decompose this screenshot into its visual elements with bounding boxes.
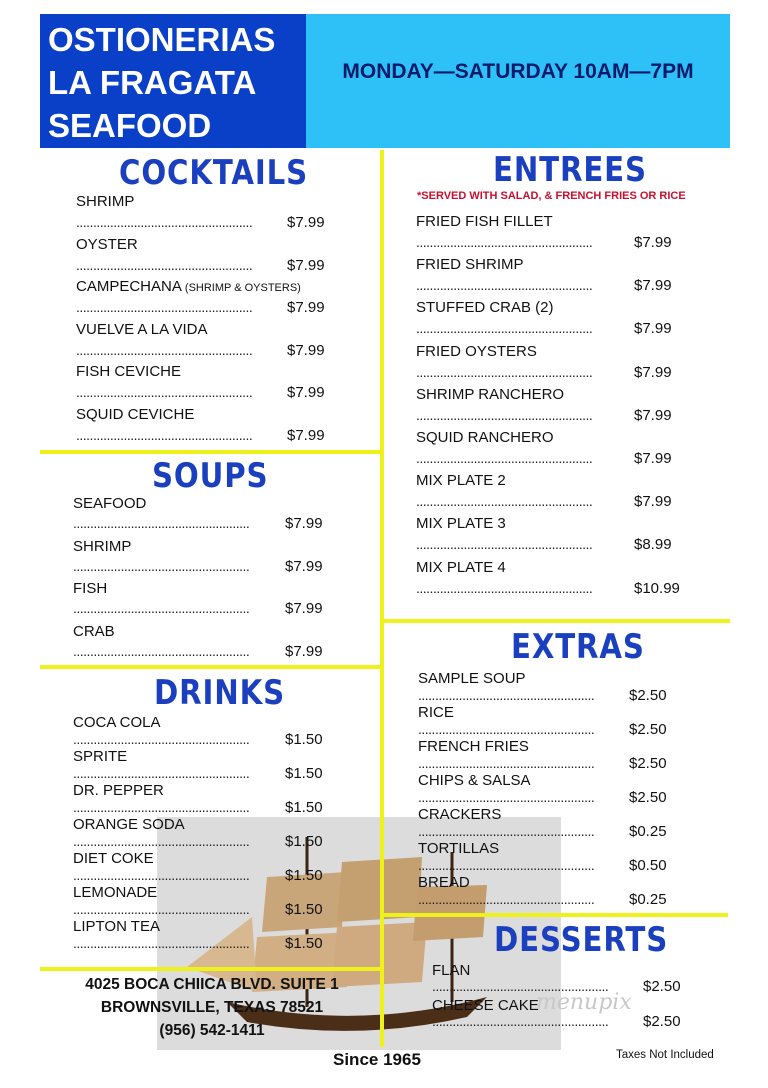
- menu-item-name: OYSTER: [76, 235, 138, 253]
- menu-item-name: SEAFOOD: [73, 495, 147, 512]
- dot-leader: ....................................................: [418, 823, 595, 839]
- dot-leader: ....................................................: [418, 755, 595, 771]
- menu-item-price: $7.99: [634, 406, 672, 424]
- menu-item-price: $8.99: [634, 536, 672, 554]
- dot-leader: ....................................................: [76, 256, 253, 273]
- dot-leader: ....................................................: [418, 789, 595, 805]
- dot-leader: ....................................................: [76, 299, 253, 316]
- menu-item-name: CRACKERS: [418, 806, 502, 823]
- menu-item-name: SQUID RANCHERO: [416, 429, 554, 446]
- menu-item-price: $7.99: [634, 493, 672, 511]
- dot-leader: ....................................................: [432, 1013, 609, 1029]
- dot-leader: ....................................................: [416, 320, 593, 337]
- restaurant-name: OSTIONERIAS LA FRAGATA SEAFOOD: [48, 21, 276, 144]
- dot-leader: ....................................................: [416, 579, 593, 596]
- menu-item-price: $7.99: [287, 299, 325, 317]
- extras-title: EXTRAS: [511, 627, 645, 667]
- menu-item-price: $7.99: [634, 450, 672, 467]
- menu-item-name: SHRIMP RANCHERO: [416, 385, 565, 403]
- menu-item-price: $1.50: [285, 935, 323, 952]
- dot-leader: ....................................................: [76, 214, 253, 230]
- menu-item-name: CHIPS & SALSA: [418, 772, 531, 789]
- menu-item-price: $1.50: [285, 799, 323, 816]
- menu-item-price: $2.50: [629, 789, 667, 806]
- entrees-note: *SERVED WITH SALAD, & FRENCH FRIES OR RICE: [417, 190, 686, 202]
- menu-item-price: $7.99: [285, 642, 323, 660]
- menu-item-price: $7.99: [287, 384, 325, 402]
- menu-item-price: $7.99: [287, 341, 325, 359]
- menu-item-name: SPRITE: [73, 748, 128, 765]
- dot-leader: ....................................................: [416, 234, 593, 250]
- menu-item-name: MIX PLATE 4: [416, 558, 506, 576]
- menu-item-name: ORANGE SODA: [73, 816, 185, 833]
- menu-item-name: SHRIMP: [76, 193, 135, 210]
- soups-title: SOUPS: [152, 456, 269, 496]
- menu-item-price: $7.99: [287, 427, 325, 444]
- menu-item-price: $7.99: [285, 600, 323, 617]
- dot-leader: ....................................................: [416, 493, 593, 510]
- menu-item-price: $7.99: [285, 557, 323, 575]
- menu-item-price: $0.25: [629, 823, 667, 840]
- menu-item-price: $2.50: [629, 755, 667, 772]
- dot-leader: ....................................................: [73, 642, 250, 659]
- menu-item-name: BREAD: [418, 874, 470, 891]
- menu-item-name: MIX PLATE 2: [416, 472, 506, 490]
- menu-item-name: STUFFED CRAB (2): [416, 299, 554, 317]
- dot-leader: ....................................................: [418, 857, 595, 873]
- menu-item-price: $7.99: [285, 515, 323, 532]
- dot-leader: ....................................................: [418, 891, 595, 907]
- menu-item-name: CHEESE CAKE: [432, 997, 539, 1014]
- menu-item-name: TORTILLAS: [418, 840, 500, 857]
- menu-item-price: $2.50: [643, 1013, 681, 1030]
- menu-item-price: $1.50: [285, 765, 323, 782]
- menu-item-name: MIX PLATE 3: [416, 515, 506, 533]
- menu-item-price: $1.50: [285, 731, 323, 748]
- dot-leader: ....................................................: [416, 406, 593, 423]
- dot-leader: ....................................................: [73, 901, 250, 917]
- menu-item-name: DIET COKE: [73, 850, 154, 867]
- menu-item-price: $7.99: [634, 363, 672, 381]
- menu-item-price: $2.50: [629, 721, 667, 738]
- dot-leader: ....................................................: [76, 427, 253, 443]
- menu-item-price: $2.50: [643, 978, 681, 995]
- menu-item-name: DR. PEPPER: [73, 782, 164, 799]
- menu-item-name: CRAB: [73, 622, 115, 640]
- section-divider: [40, 967, 384, 971]
- address-line-2: BROWNSVILLE, TEXAS 78521: [100, 999, 324, 1016]
- menu-item-name: FRIED SHRIMP: [416, 256, 524, 274]
- dot-leader: ....................................................: [73, 935, 250, 951]
- menu-item-name: CAMPECHANA (SHRIMP & OYSTERS): [76, 278, 301, 296]
- menu-item-price: $10.99: [634, 579, 680, 597]
- menu-item-price: $1.50: [285, 901, 323, 918]
- dot-leader: ....................................................: [73, 867, 250, 883]
- menu-item-price: $2.50: [629, 687, 667, 704]
- dot-leader: ....................................................: [416, 363, 593, 380]
- desserts-title: DESSERTS: [494, 920, 669, 960]
- dot-leader: ....................................................: [76, 384, 253, 401]
- menu-item-price: $1.50: [285, 833, 323, 850]
- dot-leader: ....................................................: [418, 721, 595, 737]
- dot-leader: ....................................................: [73, 833, 250, 849]
- dot-leader: ....................................................: [73, 799, 250, 815]
- menu-item-name: FRENCH FRIES: [418, 738, 529, 755]
- dot-leader: ....................................................: [432, 978, 609, 994]
- menu-item-name: FLAN: [432, 962, 471, 979]
- dot-leader: ....................................................: [76, 341, 253, 358]
- dot-leader: ....................................................: [416, 536, 593, 553]
- entrees-title: ENTREES: [493, 150, 647, 190]
- business-hours: MONDAY—SATURDAY 10AM—7PM: [342, 60, 694, 83]
- menu-item-name: FRIED OYSTERS: [416, 342, 537, 360]
- section-divider: [40, 450, 382, 454]
- dot-leader: ....................................................: [73, 765, 250, 781]
- watermark-logo: menupix: [536, 990, 632, 1015]
- menu-item-price: $1.50: [285, 867, 323, 884]
- menu-item-name: SAMPLE SOUP: [418, 670, 526, 687]
- dot-leader: ....................................................: [73, 515, 250, 531]
- menu-item-name: SHRIMP: [73, 537, 132, 555]
- menu-item-name: FRIED FISH FILLET: [416, 213, 553, 230]
- cocktails-title: COCKTAILS: [119, 153, 309, 193]
- dot-leader: ....................................................: [418, 687, 595, 703]
- address-line-1: 4025 BOCA CHIICA BLVD. SUITE 1: [85, 976, 339, 993]
- menu-item-name: LIPTON TEA: [73, 918, 160, 935]
- menu-item-price: $7.99: [634, 320, 672, 338]
- dot-leader: ....................................................: [73, 731, 250, 747]
- menu-item-name: COCA COLA: [73, 714, 161, 731]
- menu-item-name: FISH: [73, 580, 108, 597]
- dot-leader: ....................................................: [73, 557, 250, 574]
- menu-item-name: RICE: [418, 704, 454, 721]
- since-year: Since 1965: [333, 1050, 421, 1069]
- section-divider: [384, 913, 728, 917]
- taxes-note: Taxes Not Included: [616, 1049, 714, 1061]
- dot-leader: ....................................................: [416, 450, 593, 466]
- menu-item-price: $7.99: [634, 234, 672, 251]
- menu-item-name: FISH CEVICHE: [76, 363, 182, 381]
- dot-leader: ....................................................: [416, 277, 593, 294]
- menu-item-price: $7.99: [287, 256, 325, 274]
- menu-item-price: $7.99: [634, 277, 672, 295]
- menu-item-name: LEMONADE: [73, 884, 158, 901]
- menu-item-price: $0.25: [629, 891, 667, 908]
- menu-item-price: $7.99: [287, 214, 325, 231]
- dot-leader: ....................................................: [73, 600, 250, 616]
- menu-item-price: $0.50: [629, 857, 667, 874]
- menu-item-note: (SHRIMP & OYSTERS): [181, 282, 301, 295]
- section-divider: [40, 665, 382, 669]
- phone-number: (956) 542-1411: [159, 1022, 265, 1039]
- menu-item-name: VUELVE A LA VIDA: [76, 320, 208, 338]
- drinks-title: DRINKS: [154, 673, 286, 713]
- menu-item-name: SQUID CEVICHE: [76, 406, 195, 423]
- section-divider: [384, 619, 730, 623]
